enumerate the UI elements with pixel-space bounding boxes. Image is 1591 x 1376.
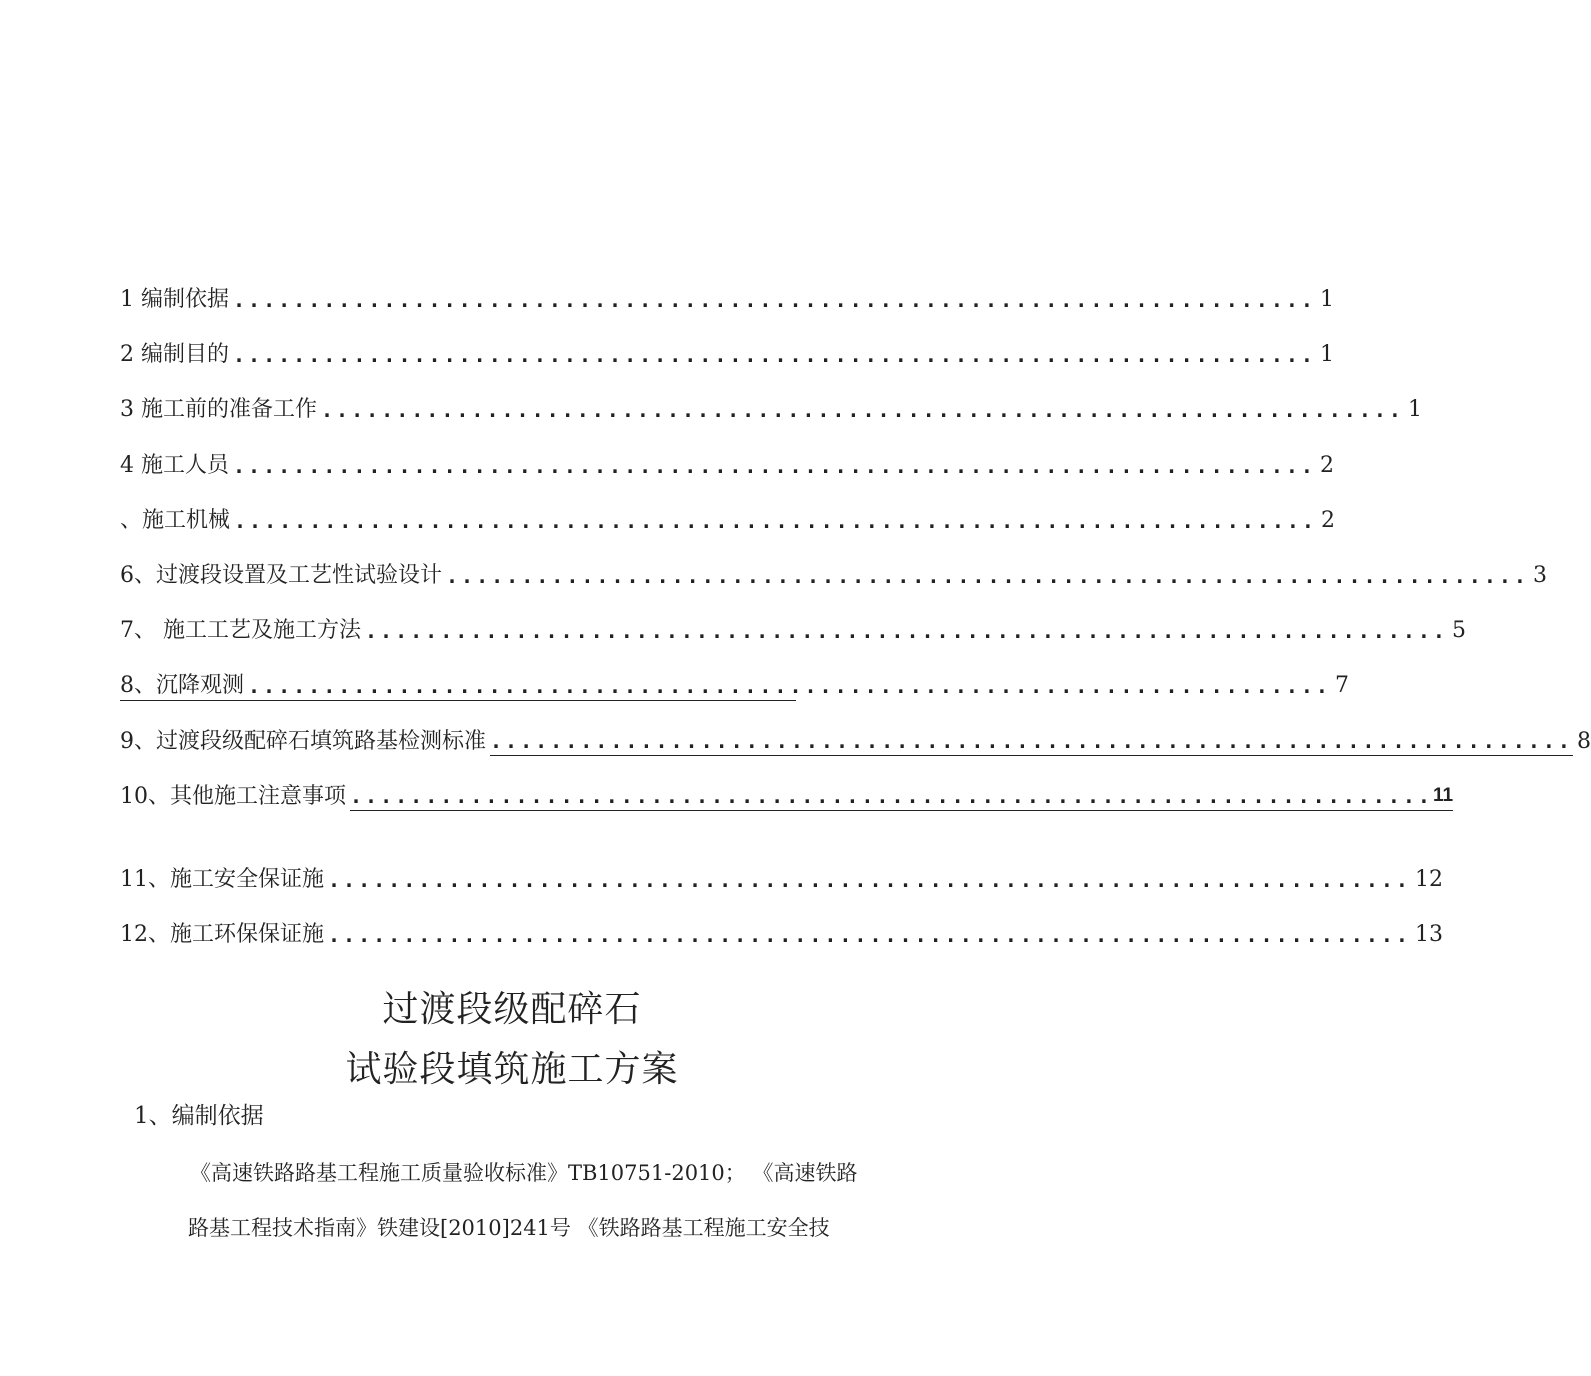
body-text-line: 《高速铁路路基工程施工质量验收标准》TB10751-2010； 《高速铁路 <box>190 1161 858 1185</box>
toc-entry-label: 6、过渡段设置及工艺性试验设计 <box>120 563 442 588</box>
toc-entry-page: 2 <box>1319 453 1334 478</box>
toc-entry-6[interactable] <box>120 556 1547 590</box>
document-title-line-2: 试验段填筑施工方案 <box>345 1049 679 1090</box>
toc-dot-leader: ........................................................................ <box>350 782 1433 811</box>
toc-entry-page: 7 <box>1334 673 1349 698</box>
toc-entry-label: 8、沉降观测 <box>120 673 244 698</box>
toc-dot-leader: ........................................................................ <box>321 398 1404 422</box>
toc-entry-9[interactable] <box>120 722 1591 756</box>
toc-entry-5[interactable] <box>120 501 1335 535</box>
toc-entry-label: 1 编制依据 <box>120 287 229 312</box>
toc-entry-12[interactable] <box>120 915 1443 949</box>
toc-entry-11[interactable] <box>120 860 1443 894</box>
toc-entry-page: 1 <box>1319 287 1334 312</box>
toc-entry-page: 13 <box>1414 922 1443 947</box>
toc-dot-leader: ........................................................................ <box>233 288 1316 312</box>
toc-entry-label: 2 编制目的 <box>120 342 229 367</box>
toc-entry-label: 、施工机械 <box>120 508 231 533</box>
toc-entry-page: 1 <box>1319 342 1334 367</box>
toc-entry-1[interactable] <box>120 280 1334 314</box>
toc-dot-leader: ........................................................................ <box>446 564 1529 588</box>
toc-entry-10[interactable] <box>120 777 1454 811</box>
body-text-line: 路基工程技术指南》铁建设[2010]241号 《铁路路基工程施工安全技 <box>188 1216 830 1240</box>
toc-dot-leader: ........................................................................ <box>328 868 1411 892</box>
toc-entry-label: 4 施工人员 <box>120 453 229 478</box>
toc-entry-label: 3 施工前的准备工作 <box>120 397 317 422</box>
toc-dot-leader: ........................................................................ <box>248 674 1331 698</box>
toc-entry-page: 8 <box>1576 729 1591 754</box>
toc-dot-leader: ........................................................................ <box>234 509 1317 533</box>
toc-entry-page: 11 <box>1433 782 1453 811</box>
toc-entry-2[interactable] <box>120 335 1334 369</box>
toc-entry-page: 5 <box>1451 618 1466 643</box>
toc-entry-page: 12 <box>1414 867 1443 892</box>
toc-entry-page: 3 <box>1532 563 1547 588</box>
toc-dot-leader: ........................................................................ <box>490 727 1573 756</box>
section-heading: 1、编制依据 <box>134 1103 264 1129</box>
document-title-line-1: 过渡段级配碎石 <box>382 989 642 1030</box>
toc-entry-label: 9、过渡段级配碎石填筑路基检测标准 <box>120 729 486 754</box>
toc-entry-7[interactable] <box>120 611 1466 645</box>
toc-entry-label: 12、施工环保保证施 <box>120 922 324 947</box>
toc-entry-label: 11、施工安全保证施 <box>120 867 324 892</box>
toc-entry-3[interactable] <box>120 390 1422 424</box>
toc-entry-8[interactable] <box>120 666 1349 701</box>
toc-dot-leader: ........................................................................ <box>233 454 1316 478</box>
toc-dot-leader: ........................................................................ <box>365 619 1448 643</box>
toc-entry-4[interactable] <box>120 446 1334 480</box>
toc-entry-label: 7、 施工工艺及施工方法 <box>120 618 361 643</box>
toc-entry-label: 10、其他施工注意事项 <box>120 784 346 809</box>
toc-entry-page: 2 <box>1320 508 1335 533</box>
toc-entry-page: 1 <box>1407 397 1422 422</box>
toc-dot-leader: ........................................................................ <box>328 923 1411 947</box>
toc-dot-leader: ........................................................................ <box>233 343 1316 367</box>
